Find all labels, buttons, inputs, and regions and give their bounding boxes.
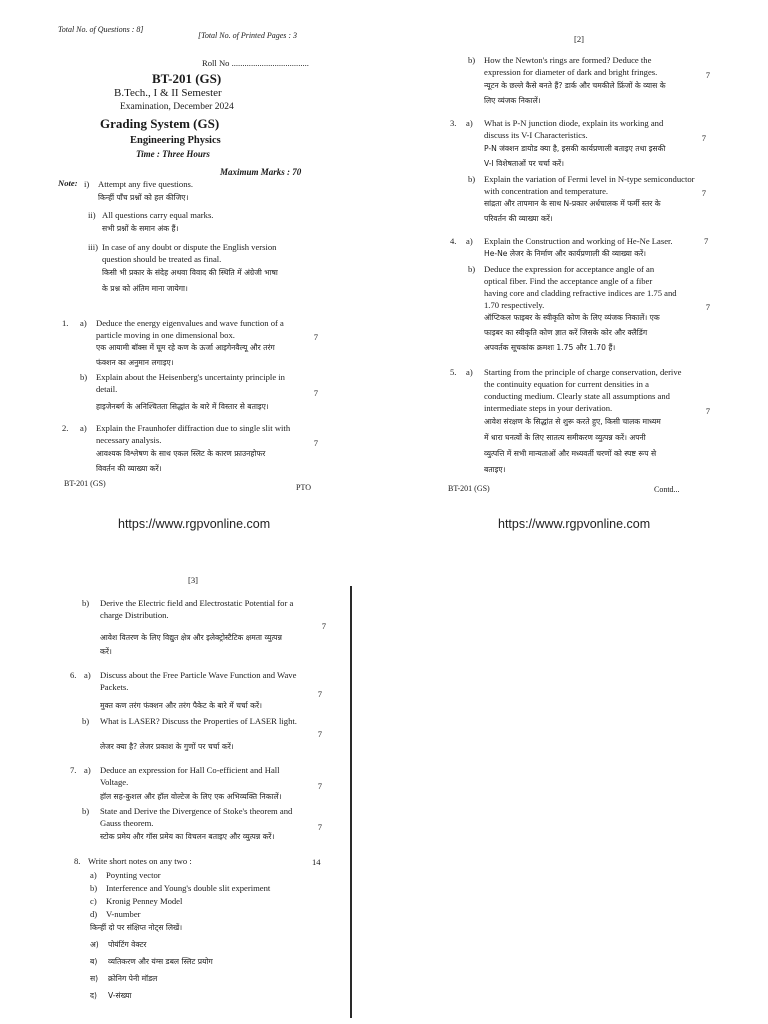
question-text-hindi: न्यूटन के छल्ले कैसे बनते हैं? डार्क और चमकीले फ्रिंजों के व्यास के xyxy=(484,81,666,90)
question-marks: 7 xyxy=(321,621,326,631)
subquestion-label: a) xyxy=(466,236,473,246)
header-printed-pages: [Total No. of Printed Pages : 3 xyxy=(198,31,298,40)
list-item-label: d) xyxy=(90,909,98,919)
question-text-hindi: आवेश वितरण के लिए विद्युत क्षेत्र और इलेक्ट्रोस्टैटिक क्षमता व्युत्पन्न xyxy=(100,633,282,642)
watermark-url[interactable]: https://www.rgpvonline.com xyxy=(498,517,651,531)
question-text: with concentration and temperature. xyxy=(484,186,609,196)
subquestion-label: b) xyxy=(82,716,90,726)
paper-code: BT-201 (GS) xyxy=(152,71,222,86)
subquestion-label: a) xyxy=(80,318,87,328)
subject-name: Engineering Physics xyxy=(130,135,221,146)
question-marks: 7 xyxy=(701,133,706,143)
question-text: Derive the Electric field and Electrostatic Potential for a xyxy=(100,598,294,608)
question-text-hindi: He-Ne लेजर के निर्माण और कार्यप्रणाली की व्याख्या करें। xyxy=(484,249,647,258)
question-text: 1.70 respectively. xyxy=(484,300,545,310)
question-text: What is P-N junction diode, explain its working and xyxy=(484,118,664,128)
list-item-label: ब) xyxy=(90,957,98,966)
question-text-hindi: बताइए। xyxy=(484,465,506,474)
subquestion-label: b) xyxy=(468,264,476,274)
note-text: Attempt any five questions. xyxy=(98,179,193,189)
question-number: 7. xyxy=(70,765,77,775)
list-item-label: स) xyxy=(90,974,99,983)
question-text: Explain the Construction and working of He-Ne Laser. xyxy=(484,236,673,246)
header-total-questions: Total No. of Questions : 8] xyxy=(58,25,144,34)
question-text: Write short notes on any two : xyxy=(88,856,192,866)
roll-no-field: Roll No .................................... xyxy=(202,58,309,68)
note-number: i) xyxy=(84,179,90,189)
subquestion-label: a) xyxy=(84,670,91,680)
question-text-hindi: फाइबर का स्वीकृति कोण ज्ञात करें जिसके कोर और क्लैडिंग xyxy=(484,328,648,337)
exam-session: Examination, December 2024 xyxy=(120,102,234,112)
question-text: How the Newton's rings are formed? Deduce the xyxy=(484,55,652,65)
question-text: Starting from the principle of charge conservation, derive xyxy=(484,367,682,377)
question-text: Gauss theorem. xyxy=(100,818,154,828)
note-text-hindi: किसी भी प्रकार के संदेह अथवा विवाद की स्थिति में अंग्रेजी भाषा xyxy=(102,268,278,277)
question-text-hindi: लेजर क्या है? लेजर प्रकाश के गुणों पर चर्चा करें। xyxy=(100,742,234,751)
question-text: intermediate steps in your derivation. xyxy=(484,403,613,413)
question-number: 6. xyxy=(70,670,77,680)
subquestion-label: a) xyxy=(466,367,473,377)
page-3 xyxy=(68,572,330,1020)
question-text: Explain the Fraunhofer diffraction due to single slit with xyxy=(96,423,291,433)
question-text-hindi: परिवर्तन की व्याख्या करें। xyxy=(484,214,553,223)
question-text-hindi: मुक्त कण तरंग फंक्शन और तरंग पैकेट के बारे में चर्चा करें। xyxy=(100,701,262,710)
question-text-hindi: अपवर्तक सूचकांक क्रमशः 1.75 और 1.70 हैं। xyxy=(484,343,616,352)
question-text: necessary analysis. xyxy=(96,435,162,445)
question-number: 1. xyxy=(62,318,69,328)
question-text: Discuss about the Free Particle Wave Function and Wave xyxy=(100,670,297,680)
footer-pto: PTO xyxy=(296,483,311,492)
page-2 xyxy=(446,30,718,500)
question-text-hindi: करें। xyxy=(100,647,112,656)
watermark-url[interactable]: https://www.rgpvonline.com xyxy=(118,517,271,531)
question-text-hindi: स्टोक प्रमेय और गॉस प्रमेय का विचलन बताइए और व्युत्पन्न करें। xyxy=(100,832,275,841)
footer-paper-code: BT-201 (GS) xyxy=(448,484,490,493)
note-text-hindi: किन्हीं पाँच प्रश्नों को हल कीजिए। xyxy=(98,193,189,202)
question-text: State and Derive the Divergence of Stoke's theorem and xyxy=(100,806,293,816)
list-item: Kronig Penney Model xyxy=(106,896,183,906)
list-item-label: द) xyxy=(90,991,97,1000)
exam-duration: Time : Three Hours xyxy=(136,149,210,159)
question-text: Deduce the expression for acceptance angle of an xyxy=(484,264,655,274)
question-text: Voltage. xyxy=(100,777,129,787)
question-text-hindi: सांद्रता और तापमान के साथ N-प्रकार अर्धचालक में फर्मी स्तर के xyxy=(484,199,661,208)
question-text-hindi: किन्हीं दो पर संक्षिप्त नोट्स लिखें। xyxy=(90,923,183,932)
question-text: Explain the variation of Fermi level in N-type semiconductor xyxy=(484,174,695,184)
question-marks: 7 xyxy=(704,236,709,246)
question-text: particle moving in one dimensional box. xyxy=(96,330,235,340)
question-text: discuss its V-I Characteristics. xyxy=(484,130,588,140)
question-text: charge Distribution. xyxy=(100,610,169,620)
subquestion-label: b) xyxy=(82,598,90,608)
question-text-hindi: V-I विशेषताओं पर चर्चा करें। xyxy=(484,159,565,168)
note-text: In case of any doubt or dispute the English version xyxy=(102,242,277,252)
question-marks: 7 xyxy=(313,332,318,342)
list-item-label: b) xyxy=(90,883,98,893)
question-marks: 7 xyxy=(317,729,322,739)
question-text-hindi: फंक्शन का अनुमान लगाइए। xyxy=(96,358,174,367)
question-text: Deduce an expression for Hall Co-efficient and Hall xyxy=(100,765,280,775)
list-item-label: a) xyxy=(90,870,97,880)
list-item: पोयंटिंग वेक्टर xyxy=(108,940,147,949)
question-text-hindi: लिए व्यंजक निकालें। xyxy=(484,96,541,105)
question-text: optical fiber. Find the acceptance angle of a fiber xyxy=(484,276,653,286)
question-text: Explain about the Heisenberg's uncertainty principle in xyxy=(96,372,285,382)
note-text-hindi: के प्रश्न को अंतिम माना जायेगा। xyxy=(102,284,188,293)
question-marks: 14 xyxy=(312,857,321,867)
list-item: V-number xyxy=(106,909,141,919)
question-text: detail. xyxy=(96,384,118,394)
page-number: [2] xyxy=(574,34,585,44)
question-text: Packets. xyxy=(100,682,129,692)
question-number: 4. xyxy=(450,236,457,246)
question-marks: 7 xyxy=(705,302,710,312)
note-text: All questions carry equal marks. xyxy=(102,210,214,220)
grading-scheme: Grading System (GS) xyxy=(100,116,220,131)
note-text-hindi: सभी प्रश्नों के समान अंक हैं। xyxy=(102,224,179,233)
question-number: 8. xyxy=(74,856,81,866)
list-item-label: c) xyxy=(90,896,97,906)
question-marks: 7 xyxy=(701,188,706,198)
question-text-hindi: में धारा घनत्वों के लिए सातत्य समीकरण व्युत्पन्न करें। अपनी xyxy=(484,433,646,442)
subquestion-label: a) xyxy=(84,765,91,775)
question-marks: 7 xyxy=(317,822,322,832)
program-name: B.Tech., I & II Semester xyxy=(114,87,222,99)
subquestion-label: b) xyxy=(82,806,90,816)
question-text-hindi: हॉल सह-कुशल और हॉल वोल्टेज के लिए एक अभिव्यक्ति निकालें। xyxy=(100,792,282,801)
subquestion-label: b) xyxy=(80,372,88,382)
question-number: 2. xyxy=(62,423,69,433)
note-number: ii) xyxy=(88,210,96,220)
question-text-hindi: एक आयामी बॉक्स में घूम रहे कण के ऊर्जा आइगेनवैल्यू और तरंग xyxy=(96,343,275,352)
note-text: question should be treated as final. xyxy=(102,254,222,264)
question-marks: 7 xyxy=(313,388,318,398)
question-marks: 7 xyxy=(317,689,322,699)
question-text-hindi: व्युत्पत्ति में सभी मान्यताओं और मध्यवर्ती चरणों को स्पष्ट रूप से xyxy=(484,449,657,458)
page-1 xyxy=(58,22,322,500)
footer-continued: Contd... xyxy=(654,485,680,494)
list-item: Interference and Young's double slit experiment xyxy=(106,883,271,893)
question-text: Deduce the energy eigenvalues and wave function of a xyxy=(96,318,284,328)
note-label: Note: xyxy=(58,178,78,188)
question-number: 3. xyxy=(450,118,457,128)
list-item: Poynting vector xyxy=(106,870,161,880)
list-item: V-संख्या xyxy=(108,991,132,1000)
question-text: having core and cladding refractive indices are 1.75 and xyxy=(484,288,677,298)
question-text-hindi: आवेश संरक्षण के सिद्धांत से शुरू करते हुए, किसी चालक माध्यम xyxy=(484,417,661,426)
list-item-label: अ) xyxy=(90,940,99,949)
page-edge-divider xyxy=(350,586,352,1018)
question-number: 5. xyxy=(450,367,457,377)
question-marks: 7 xyxy=(705,406,710,416)
question-text-hindi: ऑप्टिकल फाइबर के स्वीकृति कोण के लिए व्यंजक निकालें। एक xyxy=(484,313,660,322)
subquestion-label: a) xyxy=(466,118,473,128)
question-text: conducting medium. Clearly state all assumptions and xyxy=(484,391,670,401)
question-text: expression for diameter of dark and bright fringes. xyxy=(484,67,658,77)
maximum-marks: Maximum Marks : 70 xyxy=(220,167,302,177)
question-marks: 7 xyxy=(317,781,322,791)
question-text-hindi: विवर्तन की व्याख्या करें। xyxy=(96,464,162,473)
question-text-hindi: P-N जंक्शन डायोड क्या है, इसकी कार्यप्रणाली बताइए तथा इसकी xyxy=(484,144,666,153)
page-number: [3] xyxy=(188,575,199,585)
list-item: व्यतिकरण और यंग्स डबल स्लिट प्रयोग xyxy=(108,957,213,966)
note-number: iii) xyxy=(88,242,99,252)
footer-paper-code: BT-201 (GS) xyxy=(64,479,106,488)
question-text: What is LASER? Discuss the Properties of LASER light. xyxy=(100,716,297,726)
subquestion-label: a) xyxy=(80,423,87,433)
question-marks: 7 xyxy=(705,70,710,80)
list-item: क्रोनिग पेनी मॉडल xyxy=(108,974,158,983)
question-text-hindi: हाइजेनबर्ग के अनिश्चितता सिद्धांत के बारे में विस्तार से बताइए। xyxy=(96,402,269,411)
subquestion-label: b) xyxy=(468,55,476,65)
question-text-hindi: आवश्यक विश्लेषण के साथ एकल स्लिट के कारण फ्राउनहोफर xyxy=(96,449,266,458)
question-marks: 7 xyxy=(313,438,318,448)
subquestion-label: b) xyxy=(468,174,476,184)
question-text: the continuity equation for current densities in a xyxy=(484,379,649,389)
